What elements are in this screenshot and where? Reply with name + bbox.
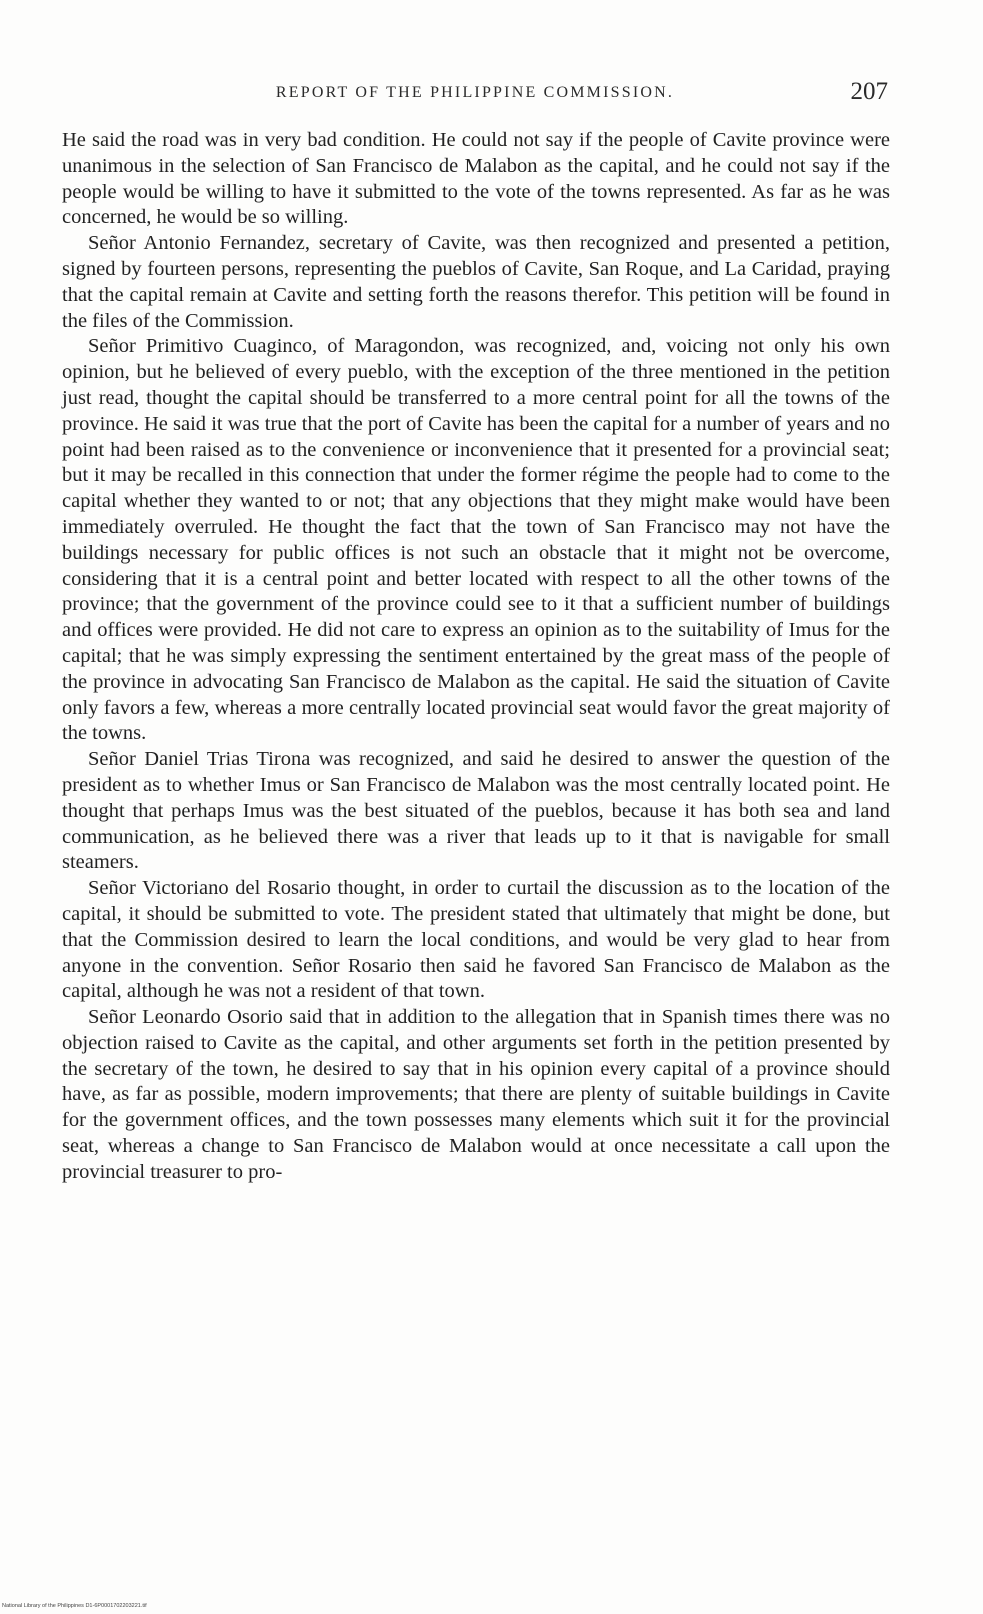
paragraph-tirona: Señor Daniel Trias Tirona was recognized, and said he desired to answer the question of the president as to whether Imus or San Francisco de Malabon was the most centrally located point. He thought that perhaps Imus was the best situated of the pueblos, because it has both sea and land communication, as he believed there was a river that leads up to it that is navigable for small steamers. — [62, 748, 890, 874]
body-text — [62, 128, 890, 1186]
scan-credit: National Library of the Philippines D1-6P0001702203221.tif — [2, 1603, 147, 1609]
paragraph-rosario: Señor Victoriano del Rosario thought, in order to curtail the discussion as to the location of the capital, it should be submitted to vote. The president stated that ultimately that might be done, but that the Commission desired to learn the local conditions, and would be very glad to hear from anyone in the convention. Señor Rosario then said he favored San Francisco de Malabon as the capital, although he was not a resident of that town. — [62, 877, 890, 1003]
page-header — [62, 78, 888, 108]
paragraph-fernandez: Señor Antonio Fernandez, secretary of Cavite, was then recognized and presented a petition, signed by fourteen persons, representing the pueblos of Cavite, San Roque, and La Caridad, praying that the capital remain at Cavite and setting forth the reasons therefor. This petition will be found in the files of the Commission. — [62, 232, 890, 332]
running-title: REPORT OF THE PHILIPPINE COMMISSION. — [275, 84, 675, 101]
paragraph-osorio: Señor Leonardo Osorio said that in addition to the allegation that in Spanish times there was no objection raised to Cavite as the capital, and other arguments set forth in the petition presented by the secretary of the town, he desired to say that in his opinion every capital of a province should have, as far as possible, modern improvements; that there are plenty of suitable buildings in Cavite for the government offices, and the town possesses many elements which suit it for the provincial seat, whereas a change to San Francisco de Malabon would at once necessitate a call upon the provincial treasurer to pro- — [62, 1006, 890, 1183]
page-number: 207 — [850, 78, 888, 105]
paragraph-continuation: He said the road was in very bad condition. He could not say if the people of Cavite province were unanimous in the selection of San Francisco de Malabon as the capital, and he could not say if the people would be willing to have it submitted to the vote of the towns represented. As far as he was concerned, he would be so willing. — [62, 129, 890, 229]
paragraph-cuaginco: Señor Primitivo Cuaginco, of Maragondon, was recognized, and, voicing not only his own opinion, but he believed of every pueblo, with the exception of the three mentioned in the petition just read, thought the capital should be transferred to a more central point for all the towns of the province. He said it was true that the port of Cavite has been the capital for a number of years and no point had been raised as to the convenience or inconvenience that it presented for a provincial seat; but it may be recalled in this connection that under the former régime the people had to come to the capital whether they wanted to or not; that any objections that they might make would have been immediately overruled. He thought the fact that the town of San Francisco may not have the buildings necessary for public offices is not such an obstacle that it might not be overcome, considering that it is a central point and better located with respect to all the other towns of the province; that the government of the province could see to it that a sufficient number of buildings and offices were provided. He did not care to express an opinion as to the suitability of Imus for the capital; that he was simply expressing the sentiment entertained by the great mass of the people of the province in advocating San Francisco de Malabon as the capital. He said the situation of Cavite only favors a few, whereas a more centrally located provincial seat would favor the great majority of the towns. — [62, 335, 890, 745]
